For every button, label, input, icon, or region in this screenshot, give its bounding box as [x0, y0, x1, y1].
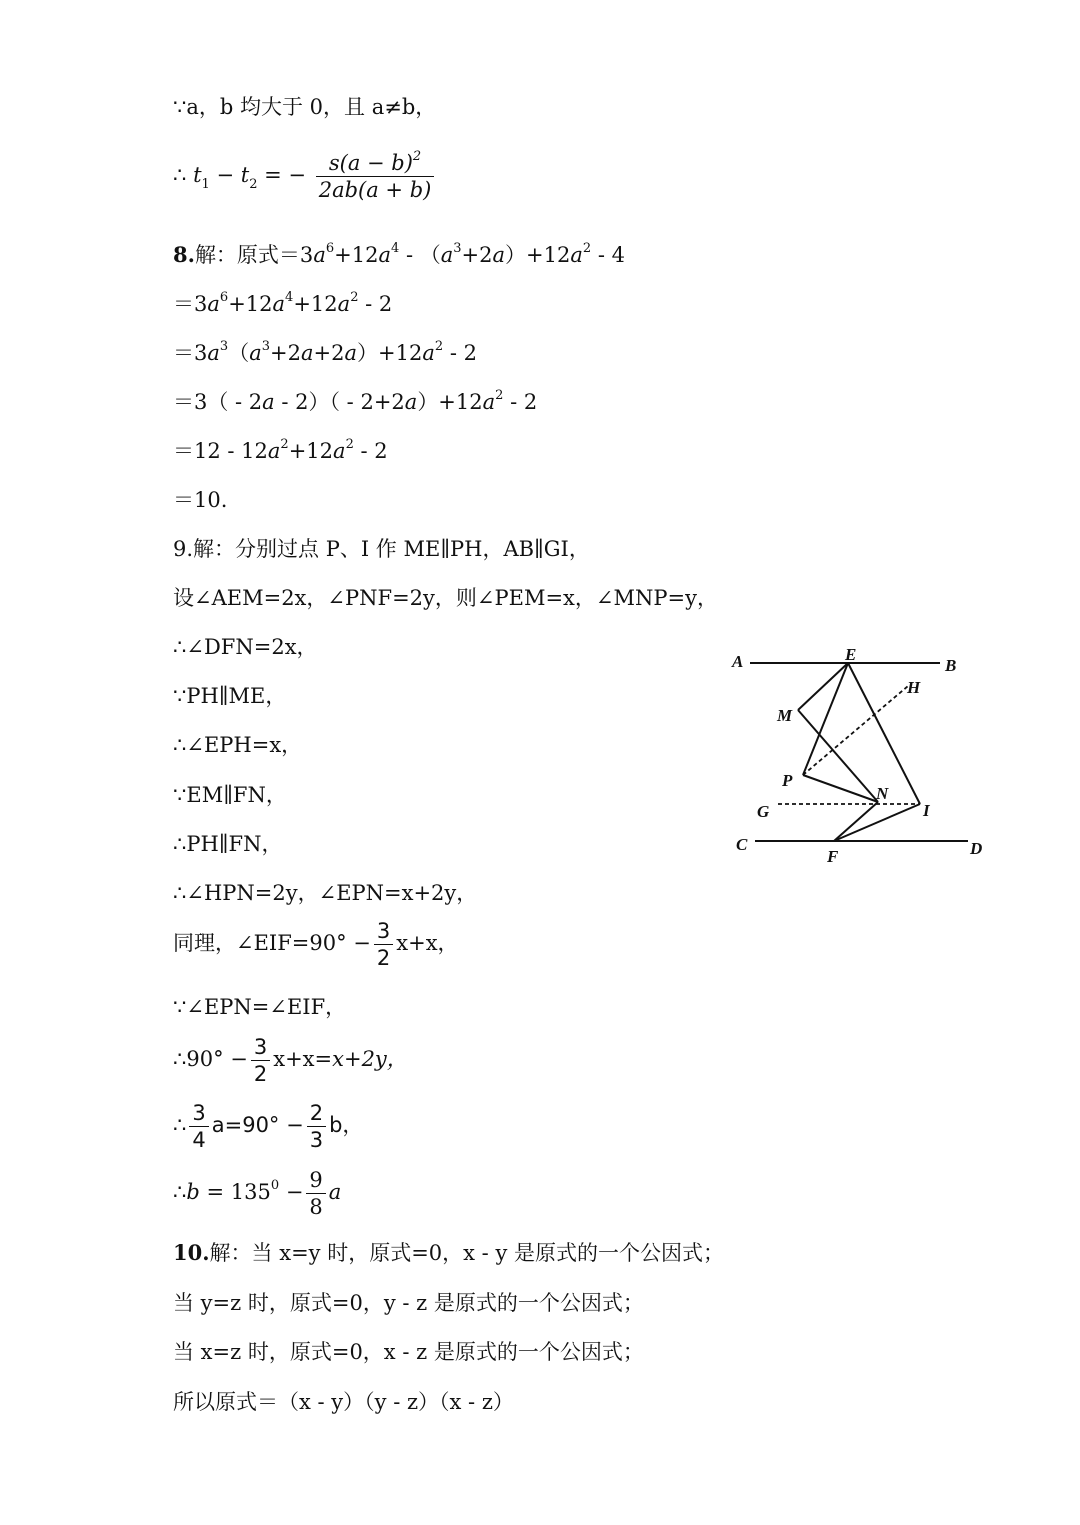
t: = 135 [199, 1180, 271, 1204]
t: a [300, 341, 314, 365]
t: - 2 [353, 439, 388, 463]
segment-ph-dashed [803, 686, 908, 775]
p8-step-5 [173, 436, 388, 466]
t: ）+12 [417, 390, 483, 414]
t: - 2 [503, 390, 538, 414]
t: 当 y=z 时，原式=0，y - z 是原式的一个公因式； [173, 1291, 644, 1315]
t: ）+12 [505, 243, 571, 267]
p8-result [173, 485, 227, 515]
t: +2 [313, 341, 345, 365]
figure-lines [750, 663, 968, 841]
p9-line-12 [173, 1100, 363, 1153]
t: a [570, 243, 583, 267]
t: ＝3 [173, 341, 208, 365]
label-n: N [876, 784, 889, 803]
num: 3 [251, 1034, 270, 1061]
t: ∴PH∥FN， [173, 832, 283, 856]
t: - 2）（ - 2+2 [274, 390, 405, 414]
label-e: E [845, 645, 857, 664]
t: 9.解：分别过点 P、I 作 ME∥PH，AB∥GI， [173, 537, 590, 561]
p9-line-4 [173, 681, 286, 711]
t: +12 [228, 292, 273, 316]
t: 6 [219, 290, 229, 305]
p8-step-3 [173, 338, 477, 368]
problem-8-label: 8. [173, 242, 195, 267]
fraction-numerator [316, 150, 435, 177]
line-given [173, 92, 436, 122]
t: +12 [293, 292, 338, 316]
p8-step-1 [173, 240, 625, 270]
num: 2 [307, 1100, 326, 1127]
line-t-difference [173, 150, 437, 203]
t: - 2 [443, 341, 477, 365]
label-g: G [757, 802, 770, 821]
t: a [344, 341, 357, 365]
p9-line-7 [173, 829, 282, 859]
t: a [313, 243, 326, 267]
t: - 2 [358, 292, 393, 316]
segment-nf [834, 802, 878, 841]
t: a [272, 292, 286, 316]
p10-line-1 [173, 1238, 724, 1268]
equals-minus: = − [257, 163, 307, 187]
t: x+2y， [332, 1047, 408, 1071]
p9-line-13 [173, 1167, 341, 1220]
p9-line-1 [173, 534, 590, 564]
t: 6 [325, 241, 335, 256]
var-t: t [193, 163, 202, 187]
t: b， [329, 1113, 364, 1137]
p8-step-4 [173, 387, 537, 417]
t: ∴90° − [173, 1047, 248, 1071]
t: 0 [270, 1178, 280, 1193]
t: （ [228, 341, 250, 365]
t: 设∠AEM=2x，∠PNF=2y，则∠PEM=x，∠MNP=y， [173, 586, 718, 610]
t: ＝3（ - 2 [173, 390, 263, 414]
t: a [337, 292, 351, 316]
num: 3 [189, 1100, 208, 1127]
t: ∴ [173, 1180, 187, 1204]
p9-line-10 [173, 992, 346, 1022]
fraction-2-3 [307, 1100, 326, 1153]
den: 8 [309, 1195, 323, 1219]
t: +12 [288, 439, 334, 463]
t: 3 [453, 241, 462, 256]
t: x+x， [396, 931, 459, 955]
t: 当 x=z 时，原式=0，x - z 是原式的一个公因式； [173, 1340, 644, 1364]
t: ∴ [173, 1113, 187, 1137]
label-p: P [782, 771, 793, 790]
den: 2 [376, 946, 391, 970]
problem-10-label: 10. [173, 1240, 210, 1265]
t: ＝3 [173, 292, 208, 316]
label-f: F [827, 847, 839, 866]
t: a [422, 341, 435, 365]
t: a [440, 243, 454, 267]
p8-step-2 [173, 289, 392, 319]
t: ∴∠DFN=2x， [173, 635, 318, 659]
fraction-3-4 [189, 1100, 208, 1153]
t: ∵PH∥ME， [173, 684, 287, 708]
t: 解：原式＝3 [194, 243, 314, 267]
t: 3 [261, 339, 270, 354]
segment-if [834, 804, 920, 841]
t: a [267, 439, 281, 463]
t: 2 [434, 339, 444, 354]
fraction-3-2 [374, 918, 393, 971]
p9-line-9 [173, 918, 459, 971]
p10-line-3 [173, 1337, 644, 1367]
t: +12 [334, 243, 379, 267]
t: a [262, 390, 275, 414]
t: ＝12 - 12 [173, 439, 268, 463]
label-m: M [777, 706, 793, 725]
label-d: D [970, 839, 983, 858]
t: - （ [399, 243, 441, 267]
given-text: ∵a，b 均大于 0，且 a≠b， [173, 95, 437, 119]
den: 2 [253, 1062, 268, 1086]
p10-line-2 [173, 1288, 644, 1318]
t: a [378, 243, 391, 267]
t: 2 [345, 437, 354, 452]
figure-dashed-lines [778, 686, 920, 804]
label-a: A [732, 652, 744, 671]
segment-em [798, 663, 848, 710]
t: 2 [582, 241, 592, 256]
minus: − [209, 163, 241, 187]
result-text: ＝10. [173, 488, 228, 512]
fraction-3-2 [251, 1034, 270, 1087]
t: a [207, 292, 220, 316]
sub-1: 1 [201, 177, 210, 192]
therefore-symbol: ∴ [173, 163, 187, 187]
t: 所以原式＝（x - y）（y - z）（x - z） [173, 1390, 514, 1414]
t: 同理，∠EIF=90° − [173, 931, 371, 955]
label-i: I [923, 801, 930, 820]
label-h: H [907, 678, 921, 697]
geometry-figure [730, 640, 1000, 870]
t: − [279, 1180, 304, 1204]
t: a [492, 243, 506, 267]
t: ∴∠EPH=x， [173, 733, 303, 757]
den: 4 [192, 1128, 206, 1152]
t: 解：当 x=y 时，原式=0，x - y 是原式的一个公因式； [209, 1241, 724, 1265]
t: +2 [461, 243, 493, 267]
t: a [482, 390, 496, 414]
t: 3 [219, 339, 229, 354]
num: 9 [306, 1167, 325, 1194]
t: ∴∠HPN=2y，∠EPN=x+2y， [173, 881, 478, 905]
p9-line-3 [173, 632, 318, 662]
sub-2: 2 [249, 177, 258, 192]
t: a [333, 439, 346, 463]
p9-line-8 [173, 878, 477, 908]
num: 3 [374, 918, 393, 945]
t: ∵EM∥FN， [173, 783, 287, 807]
t: +2 [270, 341, 301, 365]
t: a [328, 1180, 342, 1204]
t: a [207, 341, 220, 365]
t: 4 [285, 290, 294, 305]
label-c: C [736, 835, 748, 854]
p10-line-4 [173, 1387, 514, 1417]
den: 3 [309, 1128, 324, 1152]
p9-line-6 [173, 780, 287, 810]
p9-line-5 [173, 730, 302, 760]
t: 2 [350, 290, 359, 305]
t: ）+12 [357, 341, 423, 365]
t: 2 [280, 437, 289, 452]
label-b: B [945, 656, 957, 675]
var-t: t [240, 163, 250, 187]
t: a=90° − [211, 1113, 304, 1137]
t: a [249, 341, 262, 365]
t: ∵∠EPN=∠EIF， [173, 995, 347, 1019]
p9-line-11 [173, 1034, 408, 1087]
t: 4 [390, 241, 400, 256]
num-text: s(a − b) [328, 151, 413, 175]
fraction-9-8 [306, 1167, 325, 1220]
t: - 4 [591, 243, 625, 267]
num-exp: 2 [412, 149, 422, 164]
fraction-t-diff [316, 150, 435, 203]
t: x+x= [273, 1047, 333, 1071]
fraction-denominator: 2ab(a + b) [318, 178, 432, 202]
p9-line-2 [173, 583, 718, 613]
t: 2 [495, 388, 504, 403]
t: a [404, 390, 418, 414]
segment-ep [803, 663, 848, 775]
t: b [186, 1180, 200, 1204]
